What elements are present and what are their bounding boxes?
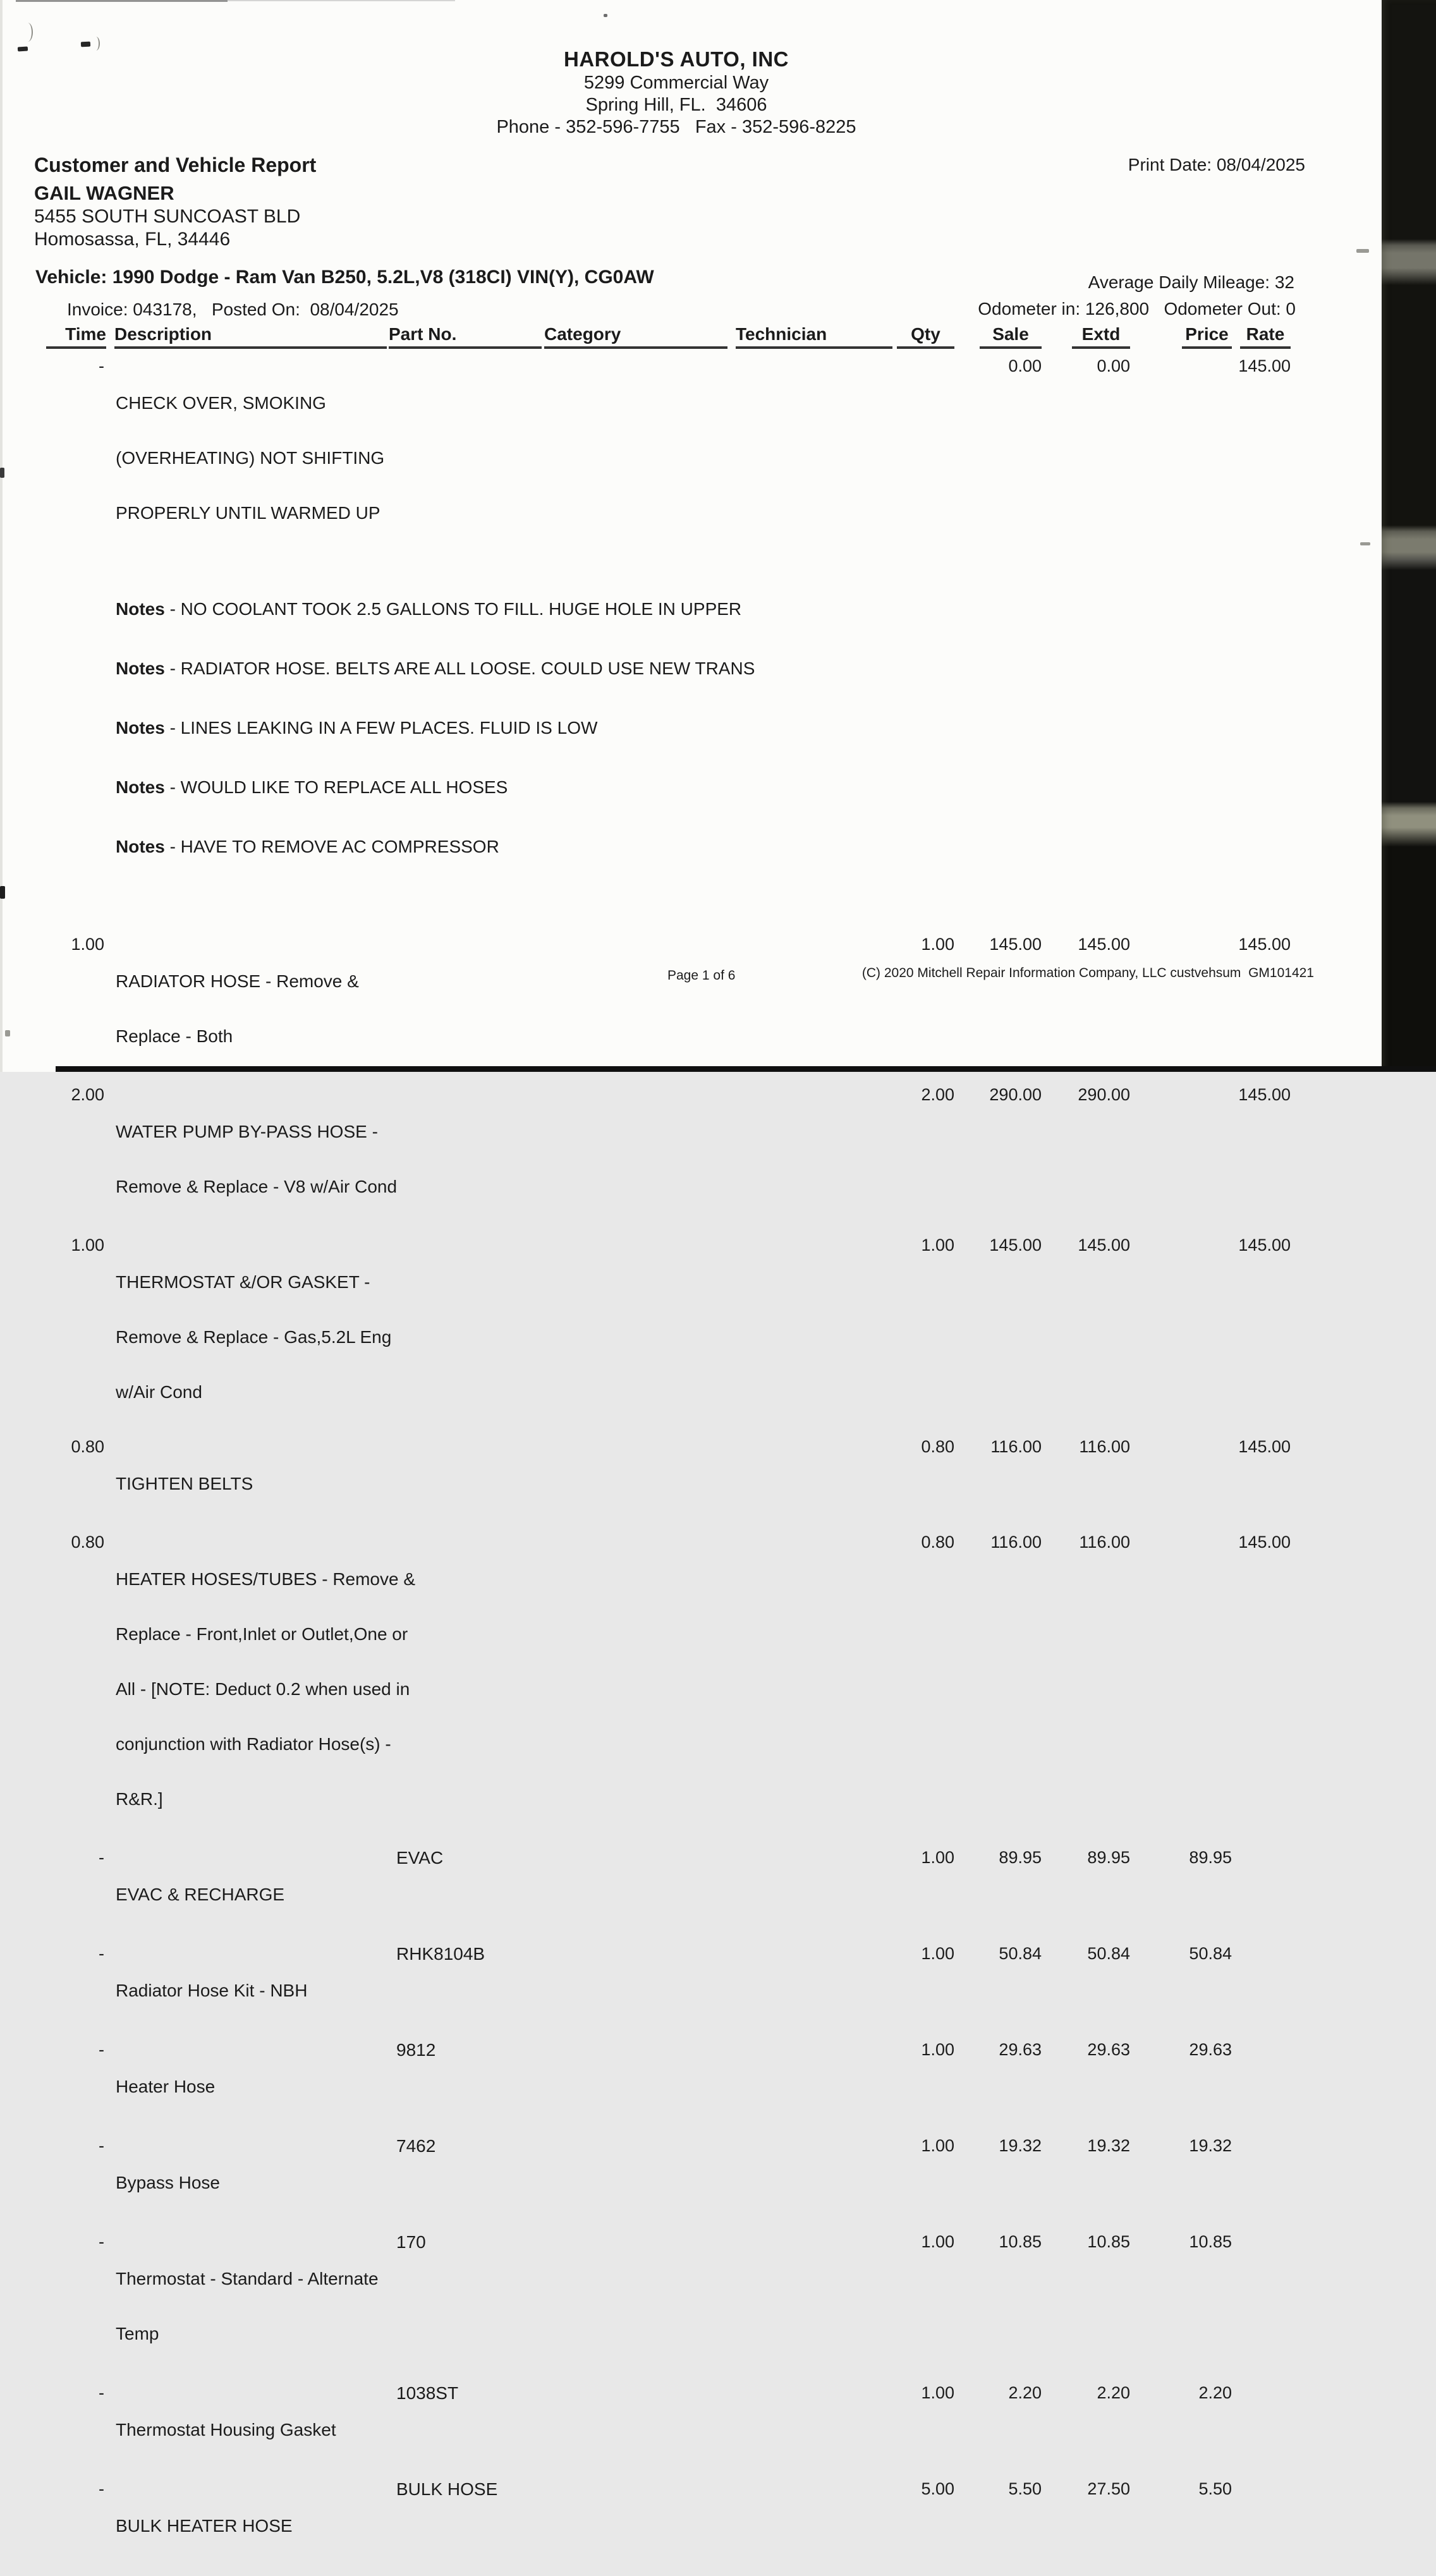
table-row xyxy=(44,2233,1291,2379)
part-no-cell xyxy=(394,1438,545,1529)
time-cell: - xyxy=(99,2136,104,2155)
description-cell: RADIATOR HOSE - Remove & Replace - Both xyxy=(116,971,359,1046)
extd-cell: 19.32 xyxy=(1087,2136,1130,2155)
time-cell: 1.00 xyxy=(71,1236,104,1255)
extd-cell: 116.00 xyxy=(1079,1437,1130,1456)
table-row xyxy=(44,1236,1291,1438)
col-header-extd: Extd xyxy=(1042,324,1130,349)
rate-cell xyxy=(1232,2233,1291,2379)
sale-cell: 10.85 xyxy=(999,2232,1042,2251)
technician-cell xyxy=(732,1086,893,1232)
scan-top-line xyxy=(228,0,455,1)
price-cell xyxy=(1130,1438,1232,1529)
part-no-cell xyxy=(394,1533,545,1845)
description-cell: HEATER HOSES/TUBES - Remove & Replace - Front,Inlet or Outlet,One or All - [NOTE: Deduct 0.2 when used in conjunction with Radiator Hose(s) - R&R.] xyxy=(116,1569,416,1809)
time-cell: - xyxy=(99,356,104,375)
category-cell xyxy=(545,2384,732,2476)
company-address-line1: 5299 Commercial Way xyxy=(583,73,769,93)
category-cell xyxy=(545,1086,732,1232)
price-cell: 19.32 xyxy=(1189,2136,1232,2155)
description-cell: Thermostat - Standard - Alternate Temp xyxy=(116,2269,379,2343)
company-address-line2: Spring Hill, FL. 34606 xyxy=(585,95,767,115)
sale-cell: 50.84 xyxy=(999,1944,1042,1963)
sale-cell: 2.20 xyxy=(1008,2383,1042,2402)
scan-speck xyxy=(5,1030,10,1036)
table-row xyxy=(44,1438,1291,1529)
part-no-cell: 170 xyxy=(396,2232,426,2252)
qty-cell: 1.00 xyxy=(921,1848,954,1867)
extd-cell: 145.00 xyxy=(1078,1236,1130,1255)
category-cell xyxy=(545,1236,732,1438)
description-cell: Bypass Hose xyxy=(116,2173,220,2192)
table-row xyxy=(44,1849,1291,1940)
technician-cell xyxy=(732,2480,893,2572)
qty-cell: 0.80 xyxy=(921,1437,954,1456)
qty-cell: 2.00 xyxy=(921,1085,954,1104)
rate-cell xyxy=(1232,2041,1291,2132)
scan-speck xyxy=(81,42,90,47)
price-cell xyxy=(1130,935,1232,1082)
rate-cell xyxy=(1232,2480,1291,2572)
table-row xyxy=(44,2480,1291,2572)
scan-speck xyxy=(18,46,28,51)
odometer-line: Odometer in: 126,800 Odometer Out: 0 xyxy=(978,299,1296,319)
price-cell: 29.63 xyxy=(1189,2040,1232,2059)
description-cell: EVAC & RECHARGE xyxy=(116,1885,285,1904)
technician-cell xyxy=(732,1236,893,1438)
technician-cell xyxy=(732,1945,893,2036)
part-no-cell: EVAC xyxy=(396,1848,444,1868)
sale-cell: 89.95 xyxy=(999,1848,1042,1867)
table-row xyxy=(44,1945,1291,2036)
qty-cell: 1.00 xyxy=(921,1944,954,1963)
technician-cell xyxy=(732,2233,893,2379)
copyright-line: (C) 2020 Mitchell Repair Information Company, LLC custvehsum GM101421 xyxy=(861,966,1314,980)
customer-address: 5455 SOUTH SUNCOAST BLD xyxy=(34,206,301,227)
col-header-sale: Sale xyxy=(954,324,1042,349)
scan-edge-band xyxy=(1382,0,1436,1072)
category-cell xyxy=(545,2480,732,2572)
note-line: Notes - RADIATOR HOSE. BELTS ARE ALL LOOSE. COULD USE NEW TRANS xyxy=(116,659,755,678)
qty-cell: 0.80 xyxy=(921,1533,954,1552)
time-cell: - xyxy=(99,1848,104,1867)
price-cell xyxy=(1130,1236,1232,1438)
technician-cell xyxy=(732,1438,893,1529)
qty-cell xyxy=(893,357,954,932)
average-daily-mileage: Average Daily Mileage: 32 xyxy=(1088,272,1294,292)
table-row xyxy=(44,2384,1291,2476)
scan-speck xyxy=(92,37,100,51)
qty-cell: 5.00 xyxy=(921,2479,954,2498)
price-cell: 10.85 xyxy=(1189,2232,1232,2251)
extd-cell: 0.00 xyxy=(1097,356,1130,375)
customer-name: GAIL WAGNER xyxy=(34,182,174,204)
rate-cell: 145.00 xyxy=(1238,1533,1291,1552)
part-no-cell: 9812 xyxy=(396,2040,436,2060)
description-cell: BULK HEATER HOSE xyxy=(116,2516,293,2536)
table-row xyxy=(44,935,1291,1082)
sale-cell: 19.32 xyxy=(999,2136,1042,2155)
part-no-cell: 7462 xyxy=(396,2136,436,2156)
time-cell: - xyxy=(99,2479,104,2498)
col-header-technician: Technician xyxy=(732,324,893,349)
scan-speck xyxy=(604,14,607,17)
scan-top-line xyxy=(16,0,228,2)
time-cell: - xyxy=(99,2040,104,2059)
description-cell: CHECK OVER, SMOKING (OVERHEATING) NOT SHIFTING PROPERLY UNTIL WARMED UP Notes - NO COOLANT TOOK 2.5 GALLONS TO FILL. HUGE HOLE IN UPPER Notes - RADIATOR HOSE. BELTS ARE ALL LOOSE. COULD USE NEW TRANS Notes - LINES LEAKING IN A FEW PLACES. FLUID IS LOW Notes - WOULD LIKE TO REPLACE ALL HOSES Notes - HAVE TO REMOVE AC COMPRESSOR xyxy=(106,357,394,932)
time-cell: 2.00 xyxy=(71,1085,104,1104)
time-cell: 0.80 xyxy=(71,1533,104,1552)
rate-cell: 145.00 xyxy=(1238,935,1291,954)
time-cell: - xyxy=(99,1944,104,1963)
description-cell: Radiator Hose Kit - NBH xyxy=(116,1981,308,2000)
qty-cell: 1.00 xyxy=(921,2232,954,2251)
price-cell: 50.84 xyxy=(1189,1944,1232,1963)
technician-cell xyxy=(732,357,893,932)
rate-cell xyxy=(1232,1849,1291,1940)
company-phone-fax: Phone - 352-596-7755 Fax - 352-596-8225 xyxy=(496,117,856,137)
rate-cell xyxy=(1232,1945,1291,2036)
technician-cell xyxy=(732,2041,893,2132)
table-row xyxy=(44,357,1291,932)
qty-cell: 1.00 xyxy=(921,935,954,954)
rate-cell: 145.00 xyxy=(1238,356,1291,375)
vehicle-line: Vehicle: 1990 Dodge - Ram Van B250, 5.2L,V8 (318CI) VIN(Y), CG0AW xyxy=(35,267,654,288)
technician-cell xyxy=(732,1533,893,1845)
scan-speck xyxy=(0,886,5,899)
category-cell xyxy=(545,1945,732,2036)
scan-left-edge xyxy=(0,0,3,1072)
customer-city: Homosassa, FL, 34446 xyxy=(34,229,231,250)
scan-speck xyxy=(23,23,33,42)
sale-cell: 145.00 xyxy=(989,935,1042,954)
col-header-category: Category xyxy=(545,324,732,349)
category-cell xyxy=(545,2137,732,2228)
part-no-cell: 1038ST xyxy=(396,2383,459,2403)
company-name: HAROLD'S AUTO, INC xyxy=(563,47,789,71)
price-cell: 5.50 xyxy=(1198,2479,1232,2498)
qty-cell: 1.00 xyxy=(921,2383,954,2402)
part-no-cell xyxy=(394,935,545,1082)
time-cell: - xyxy=(99,2383,104,2402)
extd-cell: 116.00 xyxy=(1079,1533,1130,1552)
note-line: Notes - LINES LEAKING IN A FEW PLACES. FLUID IS LOW xyxy=(116,718,598,738)
description-cell: WATER PUMP BY-PASS HOSE - Remove & Replace - V8 w/Air Cond xyxy=(116,1122,398,1196)
line-item-table xyxy=(44,324,1291,2576)
part-no-cell xyxy=(394,1236,545,1438)
qty-cell: 1.00 xyxy=(921,2040,954,2059)
page-number: Page 1 of 6 xyxy=(667,968,736,983)
extd-cell: 2.20 xyxy=(1097,2383,1130,2402)
table-row xyxy=(44,1086,1291,1232)
sale-cell: 0.00 xyxy=(1008,356,1042,375)
category-cell xyxy=(545,1849,732,1940)
table-header-row xyxy=(44,324,1291,349)
table-row xyxy=(44,1533,1291,1845)
col-header-part-no: Part No. xyxy=(394,324,545,349)
technician-cell xyxy=(732,1849,893,1940)
description-cell: TIGHTEN BELTS xyxy=(116,1474,253,1493)
price-cell: 2.20 xyxy=(1198,2383,1232,2402)
category-cell xyxy=(545,1533,732,1845)
rate-cell: 145.00 xyxy=(1238,1437,1291,1456)
table-row xyxy=(44,2041,1291,2132)
category-cell xyxy=(545,935,732,1082)
rate-cell: 145.00 xyxy=(1238,1085,1291,1104)
qty-cell: 1.00 xyxy=(921,1236,954,1255)
sale-cell: 290.00 xyxy=(989,1085,1042,1104)
extd-cell: 50.84 xyxy=(1087,1944,1130,1963)
price-cell: 89.95 xyxy=(1189,1848,1232,1867)
rate-cell xyxy=(1232,2384,1291,2476)
table-row xyxy=(44,2137,1291,2228)
price-cell xyxy=(1130,1533,1232,1845)
extd-cell: 89.95 xyxy=(1087,1848,1130,1867)
technician-cell xyxy=(732,935,893,1082)
category-cell xyxy=(545,2233,732,2379)
technician-cell xyxy=(732,2384,893,2476)
price-cell xyxy=(1130,1086,1232,1232)
part-no-cell xyxy=(394,1086,545,1232)
description-cell: Heater Hose xyxy=(116,2077,216,2096)
sale-cell: 145.00 xyxy=(989,1236,1042,1255)
category-cell xyxy=(545,2041,732,2132)
sale-cell: 5.50 xyxy=(1008,2479,1042,2498)
part-no-cell: BULK HOSE xyxy=(396,2479,498,2499)
category-cell xyxy=(545,1438,732,1529)
extd-cell: 29.63 xyxy=(1087,2040,1130,2059)
col-header-qty: Qty xyxy=(893,324,954,349)
sale-cell: 29.63 xyxy=(999,2040,1042,2059)
rate-cell xyxy=(1232,2137,1291,2228)
technician-cell xyxy=(732,2137,893,2228)
scan-speck xyxy=(0,468,4,478)
note-line: Notes - WOULD LIKE TO REPLACE ALL HOSES xyxy=(116,777,508,797)
extd-cell: 145.00 xyxy=(1078,935,1130,954)
note-line: Notes - HAVE TO REMOVE AC COMPRESSOR xyxy=(116,837,499,856)
rate-cell: 145.00 xyxy=(1238,1236,1291,1255)
note-line: Notes - NO COOLANT TOOK 2.5 GALLONS TO FILL. HUGE HOLE IN UPPER xyxy=(116,599,742,619)
description-cell: THERMOSTAT &/OR GASKET - Remove & Replace - Gas,5.2L Eng w/Air Cond xyxy=(116,1272,392,1402)
time-cell: 1.00 xyxy=(71,935,104,954)
extd-cell: 290.00 xyxy=(1078,1085,1130,1104)
part-no-cell: RHK8104B xyxy=(396,1944,485,1964)
extd-cell: 10.85 xyxy=(1087,2232,1130,2251)
scan-bottom-bar xyxy=(56,1066,1436,1072)
sale-cell: 116.00 xyxy=(990,1437,1042,1456)
sale-cell: 116.00 xyxy=(990,1533,1042,1552)
company-header xyxy=(297,47,1056,138)
scan-speck xyxy=(1360,542,1370,545)
qty-cell: 1.00 xyxy=(921,2136,954,2155)
part-no-cell xyxy=(394,357,545,932)
time-cell: 0.80 xyxy=(71,1437,104,1456)
col-header-price: Price xyxy=(1130,324,1232,349)
print-date: Print Date: 08/04/2025 xyxy=(1128,155,1305,174)
price-cell xyxy=(1130,357,1232,932)
col-header-rate: Rate xyxy=(1232,324,1291,349)
col-header-time: Time xyxy=(44,324,106,349)
page-title: Customer and Vehicle Report xyxy=(34,154,317,176)
description-cell: Thermostat Housing Gasket xyxy=(116,2420,336,2439)
time-cell: - xyxy=(99,2232,104,2251)
col-header-description: Description xyxy=(106,324,394,349)
category-cell xyxy=(545,357,732,932)
extd-cell: 27.50 xyxy=(1087,2479,1130,2498)
invoice-line: Invoice: 043178, Posted On: 08/04/2025 xyxy=(67,300,399,319)
scan-speck xyxy=(1356,249,1369,253)
